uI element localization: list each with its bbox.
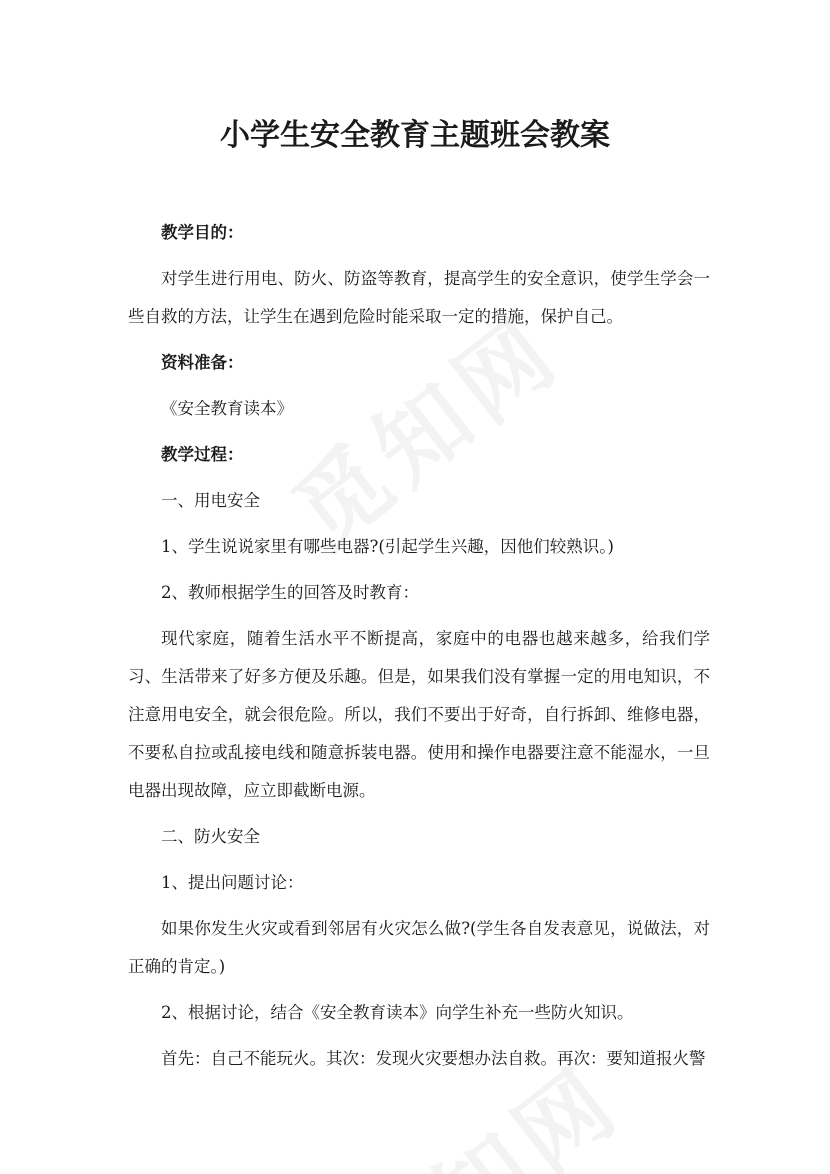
paragraph: 1、提出问题讨论： (161, 873, 304, 892)
document-title: 小学生安全教育主题班会教案 (220, 118, 610, 153)
section-heading: 教学目的： (161, 223, 244, 242)
section-heading: 资料准备： (161, 353, 244, 372)
paragraph: 现代家庭，随着生活水平不断提高，家庭中的电器也越来越多，给我们学习、生活带来了好多方便及乐趣。但是，如果我们没有掌握一定的用电知识，不注意用电安全，就会很危险。所以，我们不要出于好奇，自行拆卸、维修电器，不要私自拉或乱接电线和随意拆装电器。使用和操作电器要注意不能湿水，一旦电器出现故障，应立即截断电源。 (128, 629, 710, 800)
document-body (128, 214, 710, 1086)
paragraph: 2、教师根据学生的回答及时教育： (161, 583, 419, 602)
paragraph: 如果你发生火灾或看到邻居有火灾怎么做?(学生各自发表意见，说做法，对正确的肯定。) (128, 919, 710, 976)
paragraph: 对学生进行用电、防火、防盗等教育，提高学生的安全意识，使学生学会一些自救的方法，让学生在遇到危险时能采取一定的措施，保护自己。 (128, 269, 710, 326)
paragraph: 1、学生说说家里有哪些电器?(引起学生兴趣，因他们较熟识。) (161, 537, 614, 556)
paragraph: 首先：自己不能玩火。其次：发现火灾要想办法自救。再次：要知道报火警 (161, 1049, 706, 1068)
paragraph: 二、防火安全 (161, 827, 260, 846)
section-heading: 教学过程： (161, 445, 244, 464)
paragraph: 《安全教育读本》 (161, 399, 293, 418)
paragraph: 2、根据讨论，结合《安全教育读本》向学生补充一些防火知识。 (161, 1003, 634, 1022)
paragraph: 一、用电安全 (161, 491, 260, 510)
